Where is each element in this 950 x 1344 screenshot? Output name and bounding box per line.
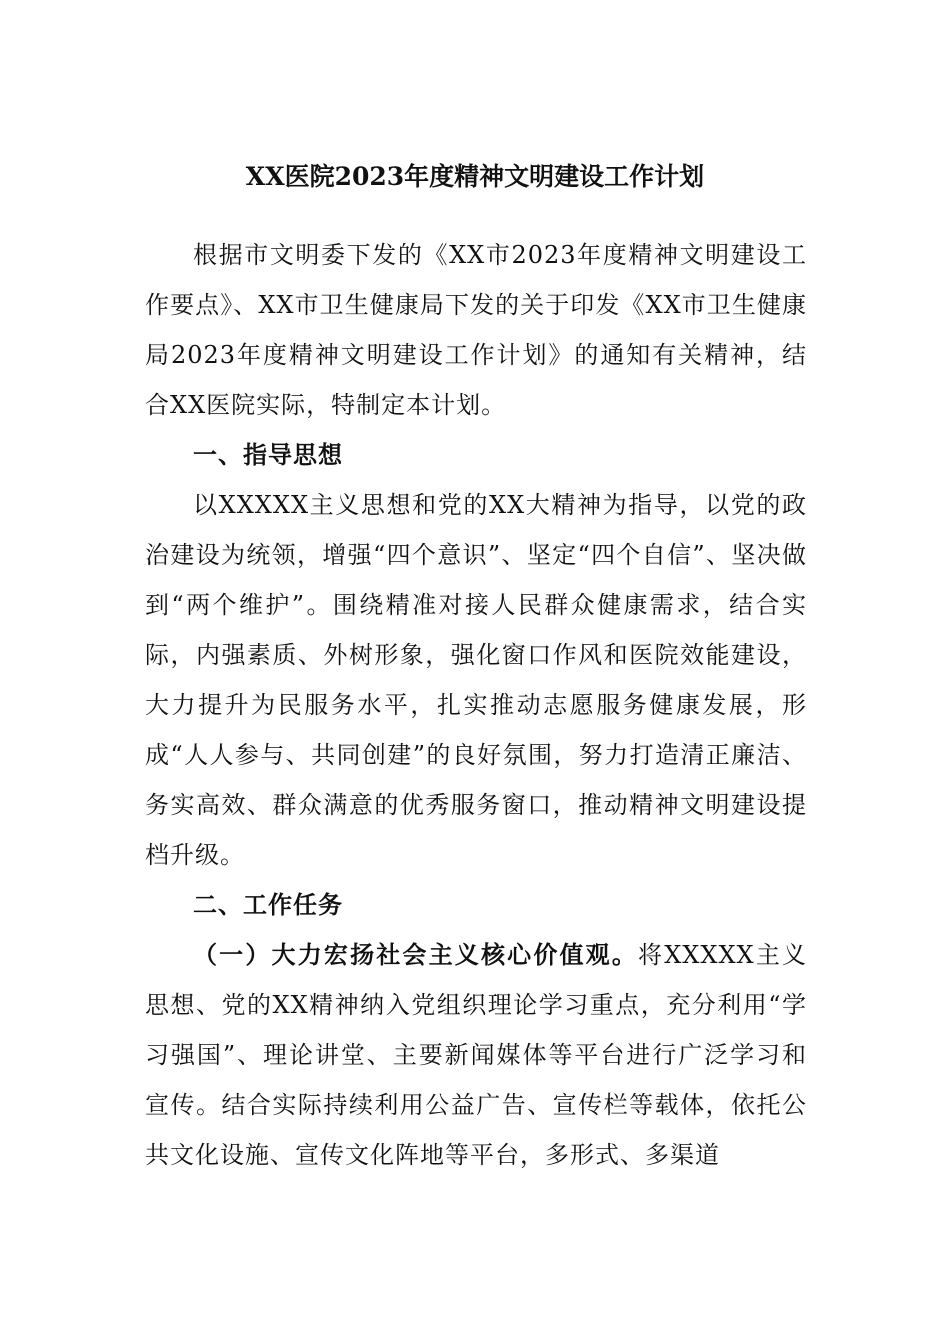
intro-paragraph: 根据市文明委下发的《XX市2023年度精神文明建设工作要点》、XX市卫生健康局下发的关于印发《XX市卫生健康局2023年度精神文明建设工作计划》的通知有关精神，结合XX医院实际，特制定本计划。 bbox=[145, 241, 807, 419]
guiding-ideology-paragraph: 以XXXXX主义思想和党的XX大精神为指导，以党的政治建设为统领，增强“四个意识”、坚定“四个自信”、坚决做到“两个维护”。围绕精准对接人民群众健康需求，结合实际，内强素质、外树形象，强化窗口作风和医院效能建设，大力提升为民服务水平，扎实推动志愿服务健康发展，形成“人人参与、共同创建”的良好氛围，努力打造清正廉洁、务实高效、群众满意的优秀服务窗口，推动精神文明建设提档升级。 bbox=[145, 491, 807, 869]
document-body bbox=[145, 230, 807, 1180]
work-task-item-1-body: 将XXXXX主义思想、党的XX精神纳入党组织理论学习重点，充分利用“学习强国”、理论讲堂、主要新闻媒体等平台进行广泛学习和宣传。结合实际持续利用公益广告、宣传栏等载体，依托公共文化设施、宣传文化阵地等平台，多形式、多渠道 bbox=[145, 941, 807, 1169]
section-heading-work-tasks: 二、工作任务 bbox=[193, 890, 343, 919]
document-title: XX医院2023年度精神文明建设工作计划 bbox=[245, 162, 705, 191]
section-heading-guiding-ideology: 一、指导思想 bbox=[193, 440, 343, 469]
work-task-item-1 bbox=[145, 930, 807, 1180]
work-task-item-1-lead: （一）大力宏扬社会主义核心价值观。 bbox=[193, 940, 639, 969]
